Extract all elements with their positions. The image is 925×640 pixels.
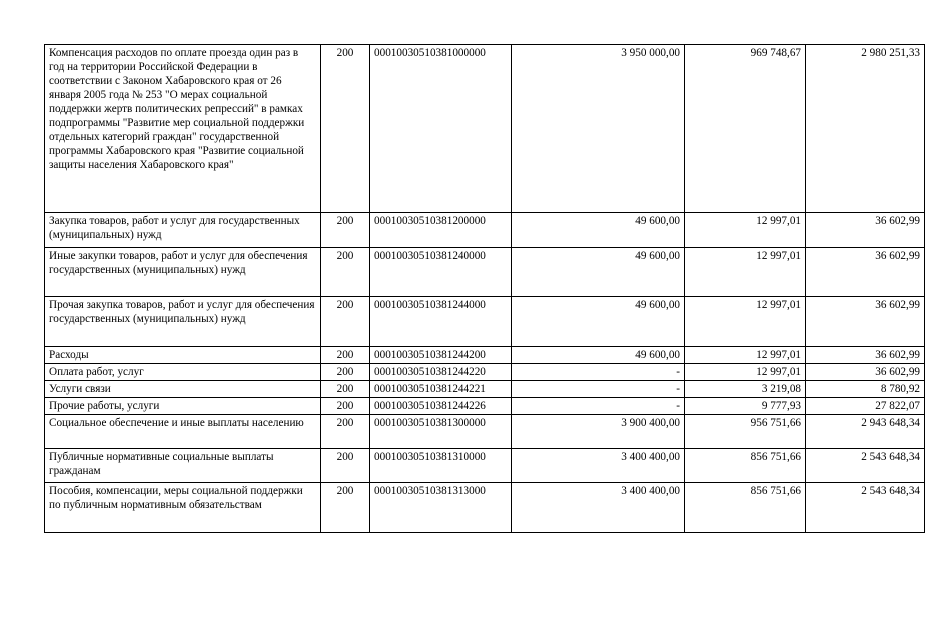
table-row [45,449,925,483]
table-body [45,45,925,533]
row-executed-amount: 956 751,66 [685,415,806,449]
table-row [45,248,925,297]
row-remaining-amount: 27 822,07 [806,398,925,415]
row-line-code: 200 [321,364,370,381]
row-executed-amount: 856 751,66 [685,449,806,483]
row-executed-amount: 856 751,66 [685,483,806,533]
row-approved-amount: - [512,398,685,415]
row-name: Прочие работы, услуги [45,398,321,415]
row-line-code: 200 [321,347,370,364]
row-approved-amount: 3 400 400,00 [512,449,685,483]
row-budget-code: 00010030510381244221 [370,381,512,398]
row-approved-amount: 3 400 400,00 [512,483,685,533]
row-approved-amount: 49 600,00 [512,248,685,297]
row-line-code: 200 [321,248,370,297]
row-executed-amount: 12 997,01 [685,347,806,364]
row-remaining-amount: 36 602,99 [806,297,925,347]
row-budget-code: 00010030510381244220 [370,364,512,381]
row-approved-amount: 49 600,00 [512,297,685,347]
row-name: Пособия, компенсации, меры социальной поддержки по публичным нормативным обязательствам [45,483,321,533]
row-budget-code: 00010030510381244226 [370,398,512,415]
row-approved-amount: - [512,364,685,381]
row-executed-amount: 969 748,67 [685,45,806,213]
row-line-code: 200 [321,45,370,213]
row-line-code: 200 [321,483,370,533]
row-remaining-amount: 36 602,99 [806,213,925,248]
row-name: Публичные нормативные социальные выплаты гражданам [45,449,321,483]
row-name: Расходы [45,347,321,364]
row-budget-code: 00010030510381313000 [370,483,512,533]
row-name: Иные закупки товаров, работ и услуг для обеспечения государственных (муниципальных) нужд [45,248,321,297]
table-row [45,415,925,449]
row-remaining-amount: 2 943 648,34 [806,415,925,449]
table-row [45,381,925,398]
row-name: Социальное обеспечение и иные выплаты населению [45,415,321,449]
table-row [45,213,925,248]
row-executed-amount: 12 997,01 [685,213,806,248]
row-budget-code: 00010030510381240000 [370,248,512,297]
row-name: Прочая закупка товаров, работ и услуг для обеспечения государственных (муниципальных) нужд [45,297,321,347]
row-approved-amount: 49 600,00 [512,213,685,248]
row-remaining-amount: 36 602,99 [806,364,925,381]
row-line-code: 200 [321,415,370,449]
row-budget-code: 00010030510381244000 [370,297,512,347]
row-executed-amount: 12 997,01 [685,297,806,347]
row-approved-amount: - [512,381,685,398]
row-name: Компенсация расходов по оплате проезда один раз в год на территории Российской Федерации в соответствии с Законом Хабаровского края от 26 января 2005 года № 253 "О мерах социальной поддержки жертв политических репрессий" в рамках подпрограммы "Развитие мер социальной поддержки отдельных категорий граждан" государственной программы Хабаровского края "Развитие социальной защиты населения Хабаровского края" [45,45,321,213]
table-row [45,45,925,213]
row-line-code: 200 [321,398,370,415]
table-row [45,347,925,364]
table-row [45,297,925,347]
row-budget-code: 00010030510381000000 [370,45,512,213]
row-remaining-amount: 2 980 251,33 [806,45,925,213]
row-remaining-amount: 2 543 648,34 [806,483,925,533]
row-name: Оплата работ, услуг [45,364,321,381]
row-executed-amount: 12 997,01 [685,248,806,297]
table-row [45,364,925,381]
budget-execution-table [44,44,925,533]
row-approved-amount: 49 600,00 [512,347,685,364]
row-executed-amount: 3 219,08 [685,381,806,398]
row-line-code: 200 [321,381,370,398]
row-line-code: 200 [321,297,370,347]
row-remaining-amount: 8 780,92 [806,381,925,398]
row-approved-amount: 3 900 400,00 [512,415,685,449]
row-name: Услуги связи [45,381,321,398]
row-line-code: 200 [321,213,370,248]
row-executed-amount: 9 777,93 [685,398,806,415]
row-executed-amount: 12 997,01 [685,364,806,381]
row-remaining-amount: 2 543 648,34 [806,449,925,483]
table-row [45,483,925,533]
row-remaining-amount: 36 602,99 [806,347,925,364]
row-budget-code: 00010030510381310000 [370,449,512,483]
row-budget-code: 00010030510381200000 [370,213,512,248]
row-line-code: 200 [321,449,370,483]
row-approved-amount: 3 950 000,00 [512,45,685,213]
table-row [45,398,925,415]
row-name: Закупка товаров, работ и услуг для государственных (муниципальных) нужд [45,213,321,248]
row-budget-code: 00010030510381300000 [370,415,512,449]
row-remaining-amount: 36 602,99 [806,248,925,297]
row-budget-code: 00010030510381244200 [370,347,512,364]
